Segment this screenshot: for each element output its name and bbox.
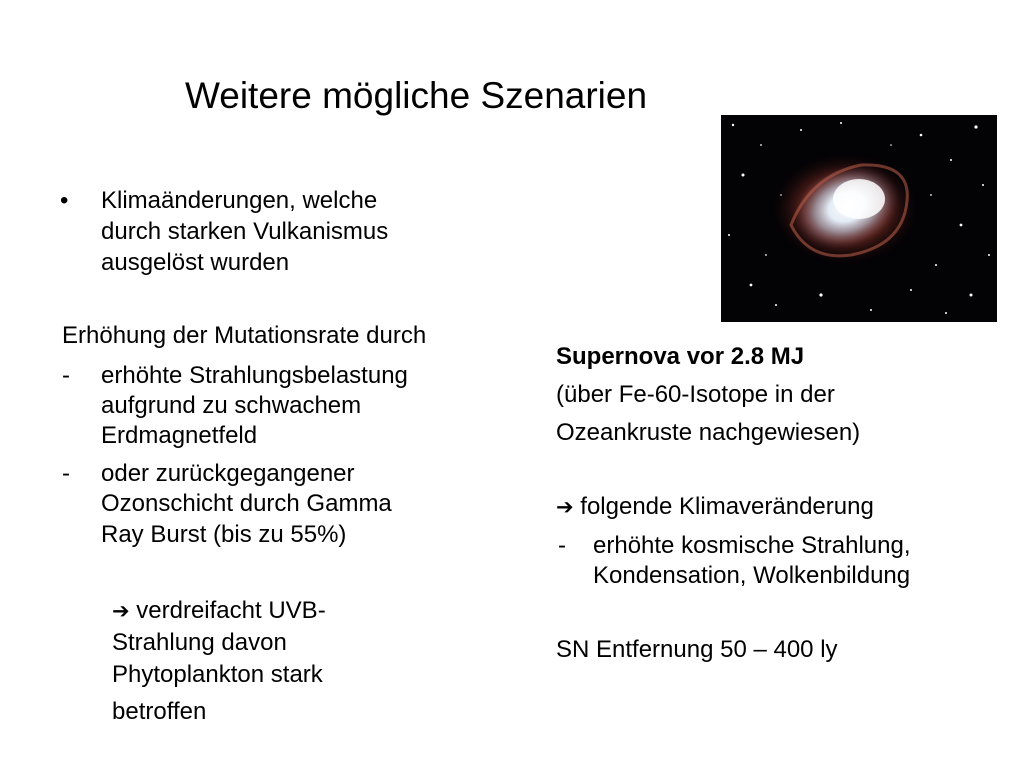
climate-change-text: folgende Klimaveränderung bbox=[580, 493, 874, 520]
consequence-text: verdreifacht UVB- bbox=[136, 597, 326, 624]
dash-item-line: aufgrund zu schwachem bbox=[101, 392, 362, 419]
dash-item-line: erhöhte Strahlungsbelastung bbox=[101, 362, 408, 389]
nebula-graphic bbox=[721, 115, 997, 322]
consequence-line bbox=[112, 595, 326, 627]
climate-change-line bbox=[556, 491, 874, 523]
distance-line: SN Entfernung 50 – 400 ly bbox=[556, 636, 838, 663]
dash-item-line: oder zurückgegangener bbox=[101, 460, 355, 487]
bullet-marker: • bbox=[60, 187, 69, 214]
dash-item-line: Ray Burst (bis zu 55%) bbox=[101, 521, 347, 548]
dash-marker: - bbox=[62, 362, 70, 389]
evidence-line: Ozeankruste nachgewiesen) bbox=[556, 419, 861, 446]
supernova-heading: Supernova vor 2.8 MJ bbox=[556, 343, 805, 370]
bullet-text-line: ausgelöst wurden bbox=[101, 249, 290, 276]
dash-item-line: Erdmagnetfeld bbox=[101, 422, 258, 449]
mutation-heading: Erhöhung der Mutationsrate durch bbox=[62, 322, 427, 349]
dash-marker: - bbox=[558, 532, 566, 559]
bullet-text-line: Klimaänderungen, welche bbox=[101, 187, 378, 214]
dash-marker: - bbox=[62, 460, 70, 487]
arrow-icon: ➔ bbox=[556, 495, 574, 519]
consequence-line: betroffen bbox=[112, 698, 207, 725]
consequence-line: Phytoplankton stark bbox=[112, 661, 323, 688]
dash-item-line: Kondensation, Wolkenbildung bbox=[593, 562, 911, 589]
bullet-text-line: durch starken Vulkanismus bbox=[101, 218, 389, 245]
consequence-line: Strahlung davon bbox=[112, 629, 287, 656]
dash-item-line: erhöhte kosmische Strahlung, bbox=[593, 532, 911, 559]
evidence-line: (über Fe-60-Isotope in der bbox=[556, 381, 835, 408]
arrow-icon: ➔ bbox=[112, 599, 130, 623]
dash-item-line: Ozonschicht durch Gamma bbox=[101, 490, 392, 517]
slide-title: Weitere mögliche Szenarien bbox=[185, 75, 648, 116]
nebula-image bbox=[721, 115, 997, 322]
